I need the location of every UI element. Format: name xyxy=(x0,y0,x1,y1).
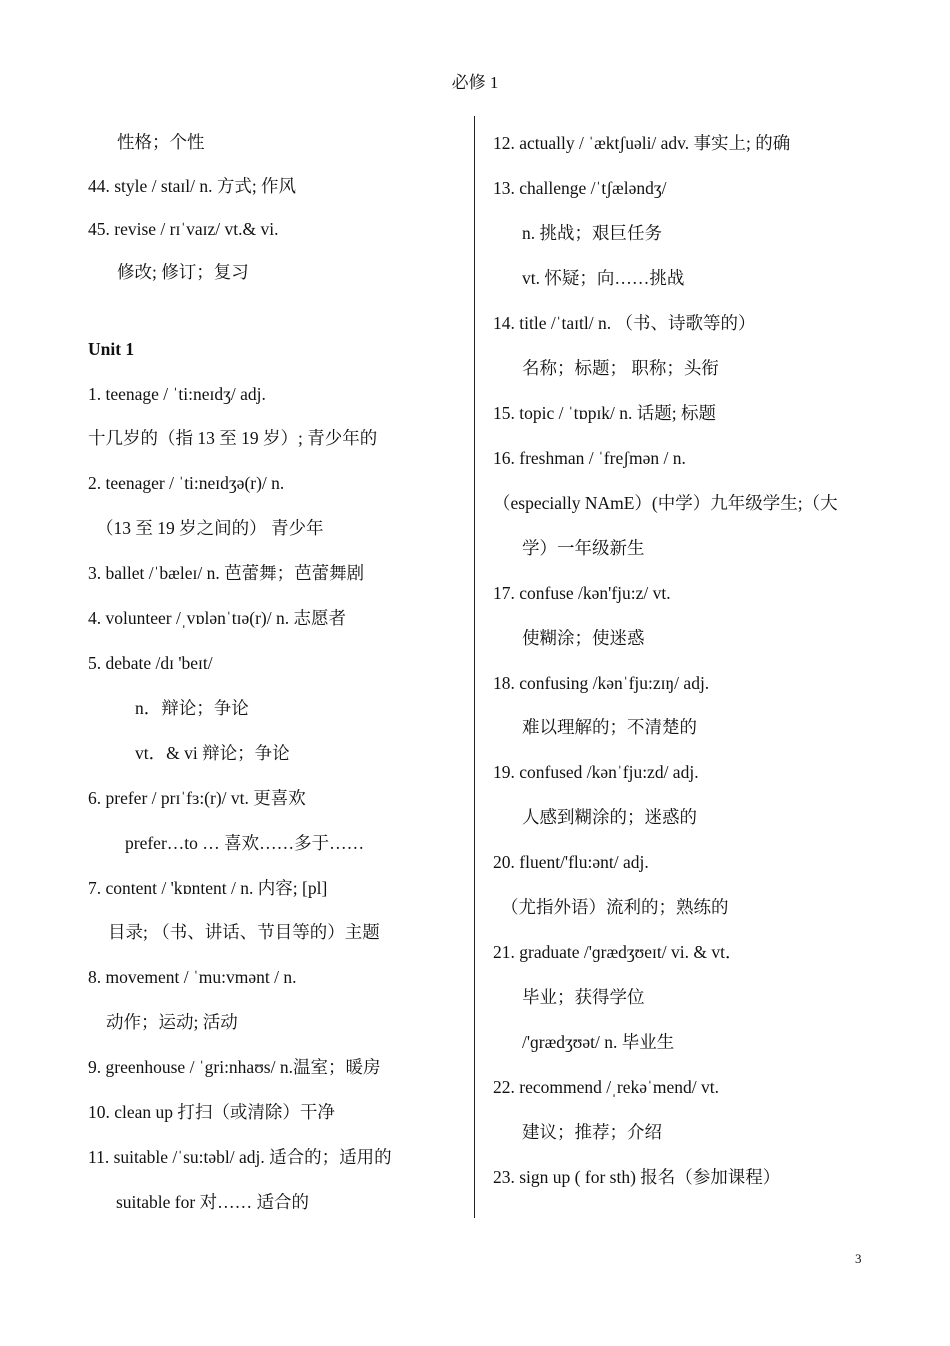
page-number: 3 xyxy=(855,1251,862,1266)
vocab-line: 名称；标题； 职称；头衔 xyxy=(522,358,719,378)
vocab-line: 目录; （书、讲话、节目等的）主题 xyxy=(108,922,380,942)
vocab-line: 45. revise / rɪˈvaɪz/ vt.& vi. xyxy=(88,219,279,239)
vocab-line: （13 至 19 岁之间的） 青少年 xyxy=(96,518,324,538)
vocab-line: n. 挑战；艰巨任务 xyxy=(522,223,662,243)
vocab-line: （尤指外语）流利的；熟练的 xyxy=(501,897,729,917)
vocab-line: vt. 怀疑；向……挑战 xyxy=(522,268,685,288)
vocab-line: 学）一年级新生 xyxy=(522,538,645,558)
vocab-line: 7. content / 'kɒntent / n. 内容; [pl] xyxy=(88,878,328,898)
vocab-line: 23. sign up ( for sth) 报名（参加课程） xyxy=(493,1167,781,1187)
vocab-line: 17. confuse /kən'fju:z/ vt. xyxy=(493,583,671,603)
vocab-line: 5. debate /dɪ 'beɪt/ xyxy=(88,653,213,673)
vocab-line: 19. confused /kənˈfju:zd/ adj. xyxy=(493,762,699,782)
vocab-line: n．辩论；争论 xyxy=(135,698,249,718)
vocab-line: 3. ballet /ˈbæleɪ/ n. 芭蕾舞；芭蕾舞剧 xyxy=(88,563,365,583)
page-header: 必修 1 xyxy=(451,73,499,92)
vocab-line: 8. movement / ˈmu:vmənt / n. xyxy=(88,967,297,987)
vocab-line: /'ɡrædʒʊət/ n. 毕业生 xyxy=(522,1032,675,1052)
vocab-line: 2. teenager / ˈti:neɪdʒə(r)/ n. xyxy=(88,473,285,493)
vocab-line: 动作；运动; 活动 xyxy=(106,1012,238,1032)
vocab-line: 13. challenge /ˈtʃæləndʒ/ xyxy=(493,178,667,198)
vocab-line: 建议；推荐；介绍 xyxy=(522,1122,662,1142)
vocab-line: 性格；个性 xyxy=(117,132,205,152)
vocab-line: 14. title /ˈtaɪtl/ n. （书、诗歌等的） xyxy=(493,313,756,333)
vocab-line: 15. topic / ˈtɒpɪk/ n. 话题; 标题 xyxy=(493,403,717,423)
vocab-line: vt．& vi 辩论；争论 xyxy=(135,743,290,763)
vocab-line: 4. volunteer /ˌvɒlənˈtɪə(r)/ n. 志愿者 xyxy=(88,608,346,628)
vocab-line: （especially NAmE）(中学）九年级学生;（大 xyxy=(493,493,838,513)
vocab-line: 44. style / staɪl/ n. 方式; 作风 xyxy=(88,176,297,196)
vocab-line: 修改; 修订；复习 xyxy=(117,262,249,282)
vocab-line: 10. clean up 打扫（或清除）干净 xyxy=(88,1102,335,1122)
vocab-line: 十几岁的（指 13 至 19 岁）; 青少年的 xyxy=(88,428,378,448)
vocab-line: 12. actually / ˈæktʃuəli/ adv. 事实上; 的确 xyxy=(493,133,791,153)
vocab-line: 16. freshman / ˈfreʃmən / n. xyxy=(493,448,686,468)
vocab-line: 难以理解的；不清楚的 xyxy=(522,717,697,737)
column-divider xyxy=(474,116,475,1218)
vocab-line: suitable for 对…… 适合的 xyxy=(116,1192,309,1212)
unit-heading: Unit 1 xyxy=(88,339,135,359)
vocab-line: 6. prefer / prɪˈfɜ:(r)/ vt. 更喜欢 xyxy=(88,788,306,808)
vocab-line: 9. greenhouse / ˈgri:nhaʊs/ n.温室；暖房 xyxy=(88,1057,381,1077)
vocab-line: 毕业；获得学位 xyxy=(522,987,645,1007)
vocab-line: 20. fluent/'flu:ənt/ adj. xyxy=(493,852,649,872)
vocab-line: 22. recommend /ˌrekəˈmend/ vt. xyxy=(493,1077,719,1097)
vocab-line: 人感到糊涂的；迷惑的 xyxy=(522,807,697,827)
vocab-line: 11. suitable /ˈsu:təbl/ adj. 适合的；适用的 xyxy=(88,1147,392,1167)
vocab-line: 1. teenage / ˈti:neɪdʒ/ adj. xyxy=(88,384,266,404)
vocab-line: 18. confusing /kənˈfju:zɪŋ/ adj. xyxy=(493,673,710,693)
vocab-line: 使糊涂；使迷惑 xyxy=(522,628,645,648)
vocab-line: 21. graduate /'ɡrædʒʊeɪt/ vi. & vt． xyxy=(493,942,743,962)
vocab-line: prefer…to … 喜欢……多于…… xyxy=(125,833,365,853)
